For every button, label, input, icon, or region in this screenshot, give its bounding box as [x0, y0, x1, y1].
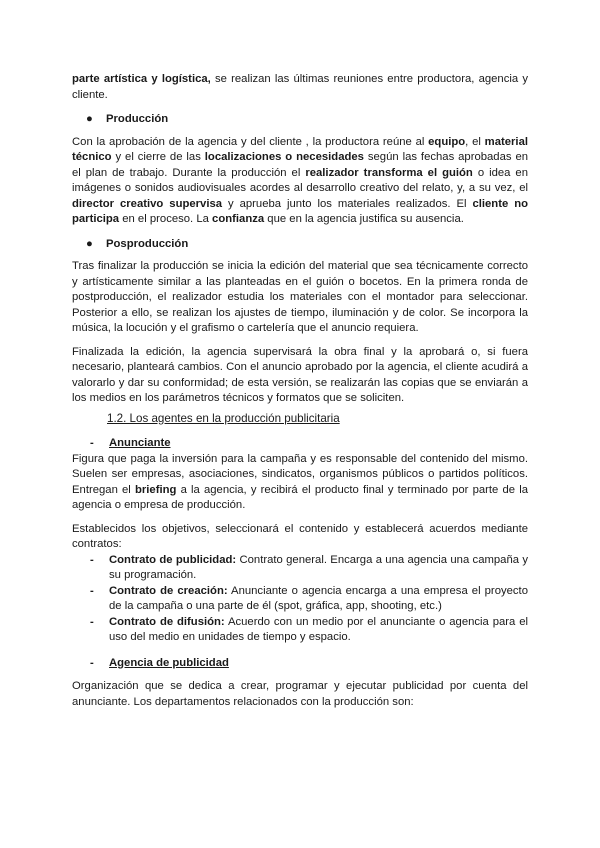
dash-marker: -	[90, 553, 94, 566]
bold-phrase: parte artística y logística,	[72, 73, 211, 85]
bullet-produccion	[72, 112, 528, 128]
dash-marker: -	[90, 615, 94, 628]
contract-item: - Contrato de publicidad: Contrato general. Encarga a una agencia una campaña y su programación.	[72, 553, 528, 584]
anunciante-paragraph: Figura que paga la inversión para la campaña y es responsable del contenido del mismo. Suelen ser empresas, asociaciones, sindicatos, organismos públicos o partidos políticos. Entregan el briefing a la agencia, y recibirá el producto final y terminado por parte de la agencia o empresa de producción.	[72, 452, 529, 511]
contract-item: - Contrato de creación: Anunciante o agencia encarga a una empresa el proyecto de la campaña o una parte de él (spot, gráfica, app, shooting, etc.)	[72, 584, 528, 615]
contratos-paragraph: Establecidos los objetivos, seleccionará el contenido y establecerá acuerdos mediante contratos:	[72, 522, 528, 550]
document-page	[72, 72, 528, 710]
bullet-label: Producción	[106, 113, 169, 125]
edicion-paragraph: Finalizada la edición, la agencia supervisará la obra final y la aprobará o, si fuera necesario, planteará cambios. Con el anuncio aprobado por la agencia, el cliente acudirá a valorarlo y dar su conformidad; de esta versión, se realizarán las copias que se enviarán a los medios en los parámetros técnicos y formatos que se soliciten.	[72, 345, 528, 404]
intro-paragraph: parte artística y logística, se realizan las últimas reuniones entre productora, agencia y cliente.	[72, 73, 528, 101]
produccion-paragraph: Con la aprobación de la agencia y del cliente , la productora reúne al equipo, el material técnico y el cierre de las localizaciones o necesidades según las fechas aprobadas en el plan de trabajo. Durante la producción el realizador transforma el guión o idea en imágenes o sonidos audiovisuales acordes al desarrollo creativo del relato, y, a su vez, el director creativo supervisa y aprueba junto los materiales realizados. El cliente no participa en el proceso. La confianza que en la agencia justifica su ausencia.	[72, 135, 529, 225]
dash-marker: -	[90, 584, 94, 597]
agencia-title: Agencia de publicidad	[109, 656, 229, 669]
bullet-label: Posproducción	[106, 237, 189, 250]
bullet-dot-icon: ●	[86, 237, 93, 250]
section-heading: 1.2. Los agentes en la producción publicitaria	[107, 411, 340, 425]
anunciante-heading	[72, 436, 528, 452]
agencia-heading	[72, 656, 528, 672]
dash-marker: -	[90, 437, 94, 449]
contract-item: - Contrato de difusión: Acuerdo con un medio por el anunciante o agencia para el uso del medio en unidades de tiempo y espacio.	[72, 615, 528, 646]
posproduccion-paragraph: Tras finalizar la producción se inicia la edición del material que sea técnicamente correcto y artísticamente similar a las planteadas en el guión o bocetos. En la primera ronda de postproducción, el realizador estudia los materiales con el montador para seleccionar. Posterior a ello, se realizan los ajustes de tiempo, iluminación y de color. Se incorpora la música, la locución y el grafismo o cartelería que el anuncio requiera.	[72, 260, 528, 334]
anunciante-title: Anunciante	[109, 437, 171, 449]
agencia-paragraph: Organización que se dedica a crear, programar y ejecutar publicidad por cuenta del anunciante. Los departamentos relacionados con la producción son:	[72, 680, 528, 708]
bullet-dot-icon: ●	[86, 113, 93, 125]
bullet-posproduccion	[72, 237, 528, 253]
dash-marker: -	[90, 656, 94, 669]
